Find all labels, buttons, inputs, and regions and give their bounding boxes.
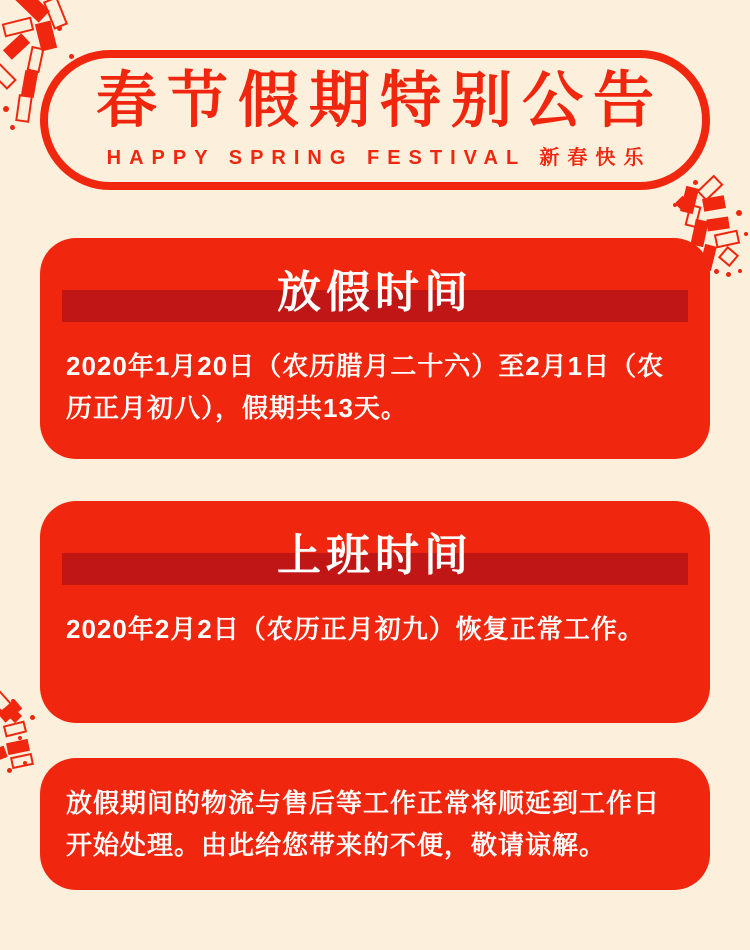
confetti-dot [11, 699, 15, 703]
confetti-rect [3, 721, 27, 738]
logistics-notice-body: 放假期间的物流与售后等工作正常将顺延到工作日开始处理。由此给您带来的不便，敬请谅解。 [66, 787, 661, 860]
confetti-dot [744, 232, 748, 236]
confetti-dot [10, 125, 15, 130]
confetti-dot [714, 269, 719, 274]
confetti-rect [718, 246, 739, 267]
holiday-schedule-heading: 放假时间 [277, 268, 473, 317]
confetti-dot [738, 269, 742, 273]
confetti-rect [702, 195, 726, 212]
work-resume-heading-row [40, 527, 710, 585]
holiday-schedule-card [40, 238, 710, 459]
confetti-dot [726, 272, 731, 277]
confetti-rect [6, 739, 30, 755]
holiday-schedule-body: 2020年1月20日（农历腊月二十六）至2月1日（农历正月初八），假期共13天。 [66, 351, 665, 424]
poster-subtitle: HAPPY SPRING FESTIVAL 新春快乐 [106, 147, 652, 169]
confetti-rect [27, 46, 45, 73]
holiday-schedule-heading-row [40, 264, 710, 322]
confetti-rect [706, 217, 729, 232]
confetti-dot [693, 180, 698, 185]
confetti-dot [736, 210, 742, 216]
confetti-dot [30, 715, 35, 720]
confetti-rect [10, 753, 34, 769]
confetti-rect [3, 33, 30, 60]
confetti-dot [18, 736, 22, 740]
logistics-notice-card [40, 758, 710, 890]
confetti-dot [23, 761, 27, 765]
work-resume-card [40, 501, 710, 723]
poster-title: 春节假期特别公告 [95, 66, 664, 134]
work-resume-body: 2020年2月2日（农历正月初九）恢复正常工作。 [66, 614, 645, 644]
work-resume-heading: 上班时间 [277, 531, 473, 580]
confetti-dot [57, 26, 62, 31]
confetti-dot [69, 54, 74, 59]
confetti-dot [7, 768, 12, 773]
confetti-rect [21, 70, 38, 98]
confetti-dot [673, 203, 677, 207]
confetti-rect [0, 60, 17, 90]
confetti-dot [3, 106, 9, 112]
confetti-rect [15, 94, 33, 123]
title-banner [40, 50, 710, 190]
